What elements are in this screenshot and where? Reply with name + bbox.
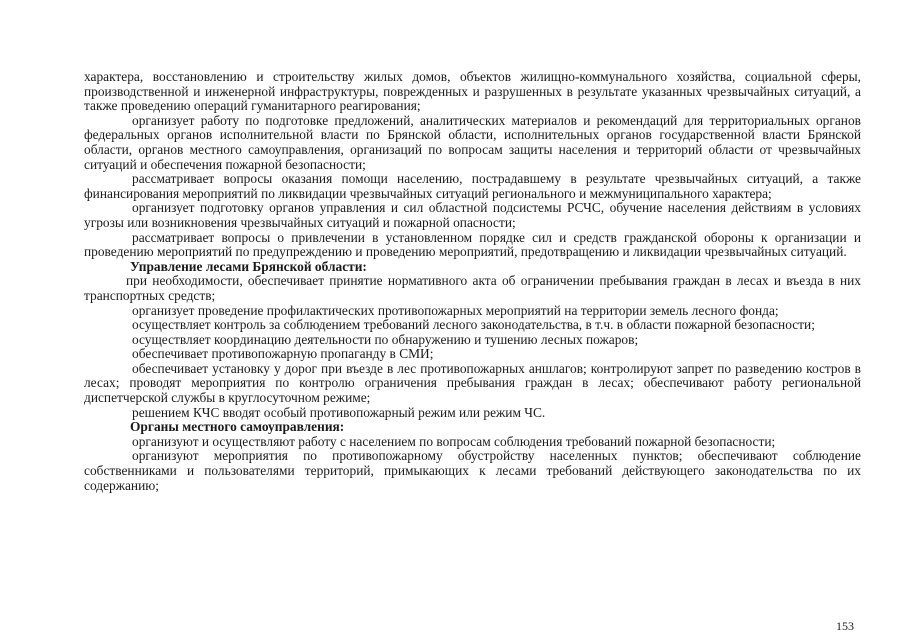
paragraph-12: обеспечивает установку у дорог при въезде в лес противопожарных аншлагов; контролируют запрет по разведению костров в лесах; проводят мероприятия по контролю ограничения пребывания граждан в лесах; обеспечивают работу региональной диспетчерской службы в круглосуточном режиме; [84, 360, 861, 406]
paragraph-16: организуют мероприятия по противопожарному обустройству населенных пунктов; обеспечивают соблюдение собственниками и пользователями территорий, примыкающих к лесами требований действующего законодательства по их содержанию; [84, 448, 861, 493]
paragraph-15: организуют и осуществляют работу с населением по вопросам соблюдения требований пожарной безопасности; [132, 433, 776, 449]
paragraph-4: организует подготовку органов управления и сил областной подсистемы РСЧС, обучение населения действиям в условиях угрозы или возникновения чрезвычайных ситуаций и пожарной опасности; [84, 200, 861, 230]
section-heading-forestry: Управление лесами Брянской области: [130, 258, 367, 274]
paragraph-2: организует работу по подготовке предложений, аналитических материалов и рекомендаций для территориальных органов федеральных органов исполнительной власти по Брянской области, исполнительных органов государственной власти Брянской области, органов местного самоуправления, организаций по вопросам защиты населения и территорий области от чрезвычайных ситуаций и обеспечения пожарной безопасности; [84, 112, 861, 172]
paragraph-3: рассматривает вопросы оказания помощи населению, пострадавшему в результате чрезвычайных ситуаций, а также финансирования мероприятий по ликвидации чрезвычайных ситуаций регионального и межмуниципального характера; [84, 171, 861, 201]
section-heading-local-government: Органы местного самоуправления: [130, 419, 345, 435]
paragraph-11: обеспечивает противопожарную пропаганду в СМИ; [132, 346, 434, 362]
paragraph-13: решением КЧС вводят особый противопожарный режим или режим ЧС. [132, 404, 546, 420]
paragraph-5: рассматривает вопросы о привлечении в установленном порядке сил и средств гражданской обороны к организации и проведению мероприятий по предупреждению и проведению мероприятий, предотвращению и ликвидации чрезвычайных ситуаций. [84, 229, 861, 260]
paragraph-9: осуществляет контроль за соблюдением требований лесного законодательства, в т.ч. в области пожарной безопасности; [132, 317, 815, 333]
paragraph-8: организует проведение профилактических противопожарных мероприятий на территории земель лесного фонда; [132, 302, 779, 318]
document-body [84, 70, 861, 493]
paragraph-7: при необходимости, обеспечивает принятие нормативного акта об ограничении пребывания граждан в лесах и въезда в них транспортных средств; [84, 273, 861, 303]
paragraph-10: осуществляет координацию деятельности по обнаружению и тушению лесных пожаров; [132, 331, 639, 347]
page-number: 153 [836, 619, 854, 633]
paragraph-1: характера, восстановлению и строительству жилых домов, объектов жилищно-коммунального хозяйства, социальной сферы, производственной и инженерной инфраструктуры, поврежденных и разрушенных в результате указанных чрезвычайных ситуаций, а также проведению операций гуманитарного реагирования; [84, 69, 861, 114]
